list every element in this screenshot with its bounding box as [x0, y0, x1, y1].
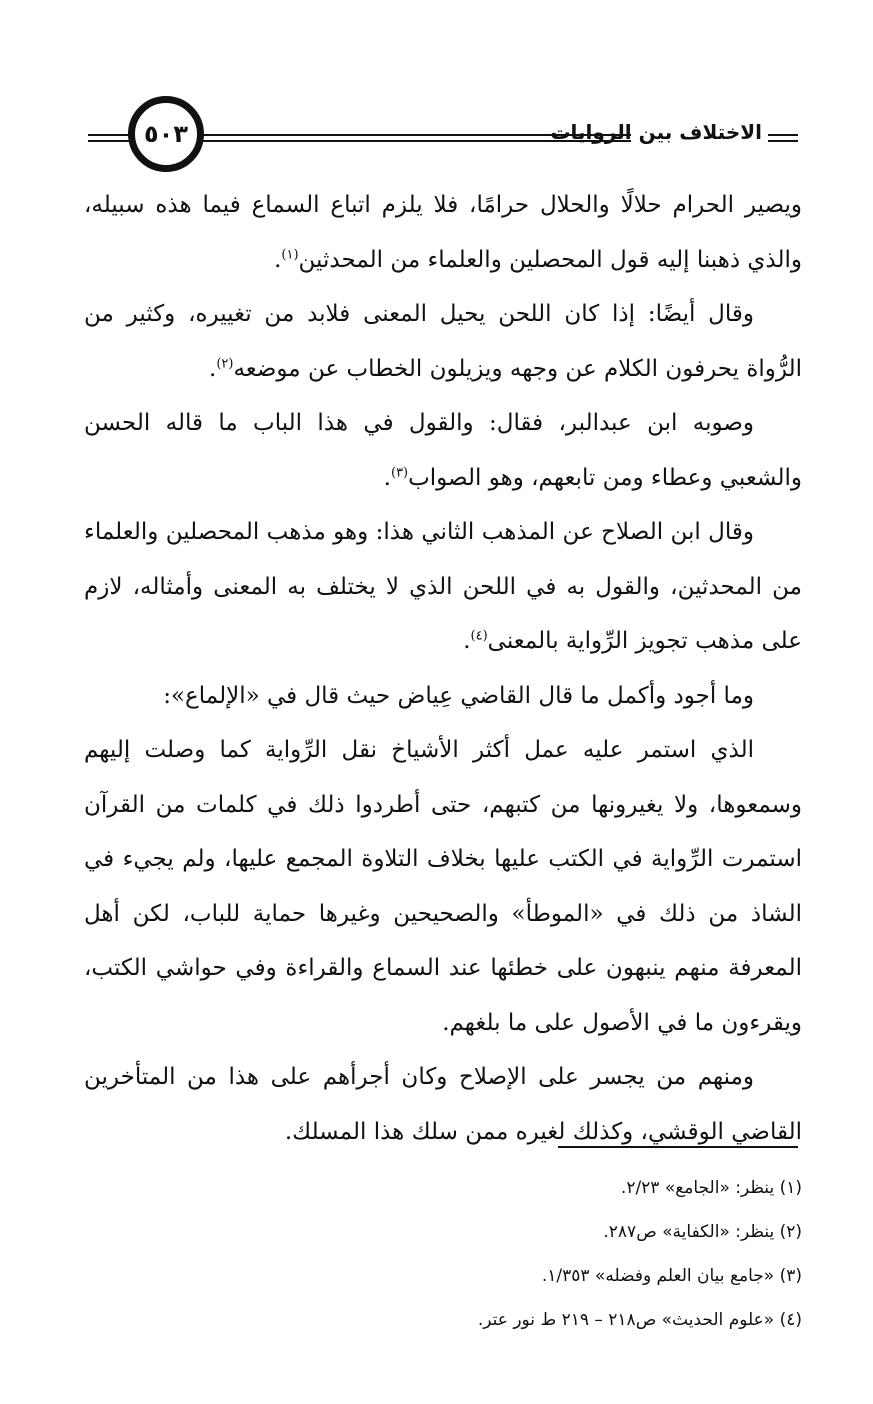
header-rule-left [88, 134, 133, 142]
footnote-4: (٤) «علوم الحديث» ص٢١٨ – ٢١٩ ط نور عتر. [477, 1310, 802, 1330]
paragraph: ويصير الحرام حلالًا والحلال حرامًا، فلا يلزم اتباع السماع فيما هذه سبيله، والذي ذهبنا إليه قول المحصلين والعلماء من المحدثين$^{(١)}$. [84, 192, 802, 273]
footnote-ref[interactable]: (٤) [470, 628, 488, 644]
footnote-1: (١) ينظر: «الجامع» ٢/٢٣. [620, 1178, 802, 1198]
paragraph: وما أجود وأكمل ما قال القاضي عِياض حيث قال في «الإلماع»: [163, 682, 754, 709]
paragraph: ومنهم من يجسر على الإصلاح وكان أجرأهم على هذا من المتأخرين القاضي الوقشي، وكذلك لغيره ممن سلك هذا المسلك. [84, 1064, 802, 1145]
footnotes [84, 1166, 802, 1342]
footnote-ref[interactable]: (١) [281, 246, 299, 262]
header-rule-right [768, 134, 798, 142]
footnote-ref[interactable]: (٢) [216, 355, 234, 371]
running-title: الاختلاف بين الروايات [550, 120, 762, 144]
main-text [84, 178, 802, 1159]
footnote-2: (٢) ينظر: «الكفاية» ص٢٨٧. [603, 1222, 802, 1242]
paragraph: وقال أيضًا: إذا كان اللحن يحيل المعنى فلابد من تغييره، وكثير من الرُّواة يحرفون الكلام عن وجهه ويزيلون الخطاب عن موضعه$^{(٢)}$. [84, 301, 802, 382]
paragraph: وقال ابن الصلاح عن المذهب الثاني هذا: وهو مذهب المحصلين والعلماء من المحدثين، والقول به في اللحن الذي لا يختلف به المعنى وأمثاله، لازم على مذهب تجويز الرِّواية بالمعنى$^{(٤)}$. [84, 519, 802, 654]
page-header [88, 94, 798, 174]
footnote-ref[interactable]: (٣) [390, 464, 409, 480]
page-number: ٥٠٣ [128, 96, 204, 172]
footnote-3: (٣) «جامع بيان العلم وفضله» ١/٣٥٣. [541, 1266, 802, 1286]
paragraph-quote: الذي استمر عليه عمل أكثر الأشياخ نقل الرِّواية كما وصلت إليهم وسمعوها، ولا يغيرونها من كتبهم، حتى أطردوا ذلك في كلمات من القرآن استمرت الرِّواية في الكتب عليها بخلاف التلاوة المجمع عليها، ولم يجيء في الشاذ من ذلك في «الموطأ» والصحيحين وغيرها حماية للباب، لكن أهل المعرفة منهم ينبهون على خطئها عند السماع والقراءة وفي حواشي الكتب، ويقرءون ما في الأصول على ما بلغهم. [84, 737, 802, 1036]
footnote-separator [558, 1146, 798, 1148]
paragraph: وصوبه ابن عبدالبر، فقال: والقول في هذا الباب ما قاله الحسن والشعبي وعطاء ومن تابعهم، وهو الصواب$^{(٣)}$. [84, 410, 802, 491]
